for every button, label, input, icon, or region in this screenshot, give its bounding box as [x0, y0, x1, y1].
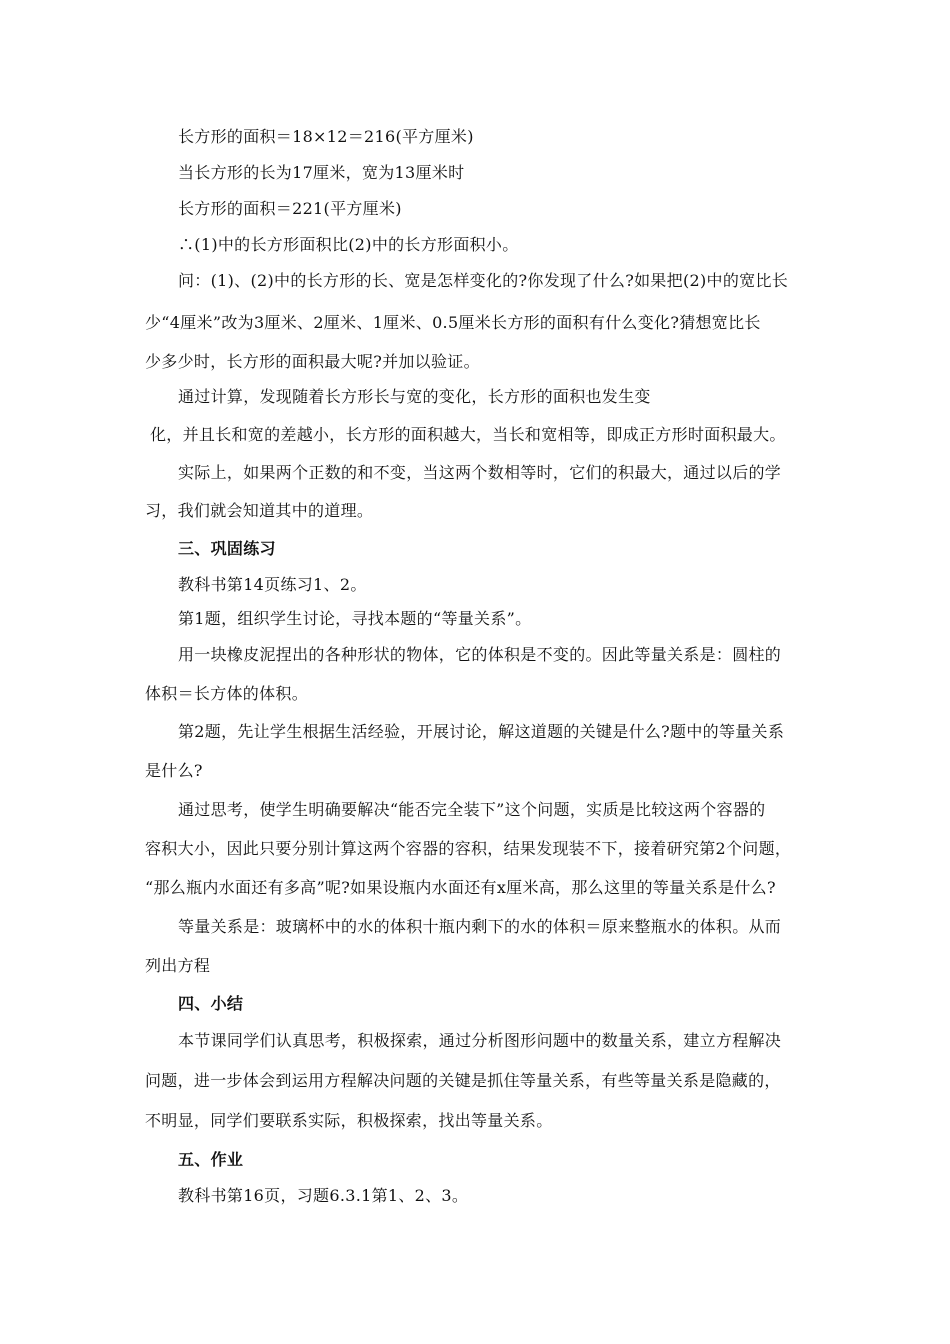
text-line: 教科书第16页，习题6.3.1第1、2、3。	[178, 1186, 469, 1205]
text-line: 实际上，如果两个正数的和不变，当这两个数相等时，它们的积最大，通过以后的学	[178, 463, 782, 482]
text-line: 少“4厘米”改为3厘米、2厘米、1厘米、0.5厘米长方形的面积有什么变化?猜想宽比长	[145, 313, 761, 332]
text-line: 是什么?	[145, 761, 203, 780]
section-heading-summary: 四、小结	[178, 994, 244, 1013]
text-line: 本节课同学们认真思考，积极探索，通过分析图形问题中的数量关系，建立方程解决	[178, 1031, 782, 1050]
text-line: 化，并且长和宽的差越小，长方形的面积越大，当长和宽相等，即成正方形时面积最大。	[150, 425, 786, 444]
section-heading-consolidation: 三、巩固练习	[178, 539, 276, 558]
text-line: 问题，进一步体会到运用方程解决问题的关键是抓住等量关系，有些等量关系是隐藏的，	[145, 1071, 781, 1090]
text-line: 少多少时，长方形的面积最大呢?并加以验证。	[145, 352, 480, 371]
text-line: “那么瓶内水面还有多高”呢?如果设瓶内水面还有x厘米高，那么这里的等量关系是什么?	[145, 878, 776, 897]
text-line: ∴(1)中的长方形面积比(2)中的长方形面积小。	[178, 235, 519, 254]
text-line: 第2题，先让学生根据生活经验，开展讨论，解这道题的关键是什么?题中的等量关系	[178, 722, 785, 741]
text-line: 容积大小，因此只要分别计算这两个容器的容积，结果发现装不下，接着研究第2个问题，	[145, 839, 792, 858]
section-heading-homework: 五、作业	[178, 1150, 244, 1169]
text-line: 通过思考，使学生明确要解决“能否完全装下”这个问题，实质是比较这两个容器的	[178, 800, 766, 819]
text-line: 列出方程	[145, 956, 211, 975]
text-line: 等量关系是：玻璃杯中的水的体积十瓶内剩下的水的体积＝原来整瓶水的体积。从而	[178, 917, 782, 936]
text-line: 用一块橡皮泥捏出的各种形状的物体，它的体积是不变的。因此等量关系是：圆柱的	[178, 645, 782, 664]
text-line: 长方形的面积＝18×12＝216(平方厘米)	[178, 127, 474, 146]
text-line: 通过计算，发现随着长方形长与宽的变化，长方形的面积也发生变	[178, 387, 651, 406]
text-line: 当长方形的长为17厘米，宽为13厘米时	[178, 163, 465, 182]
text-line: 不明显，同学们要联系实际，积极探索，找出等量关系。	[145, 1111, 553, 1130]
text-line: 长方形的面积＝221(平方厘米)	[178, 199, 402, 218]
text-line: 第1题，组织学生讨论，寻找本题的“等量关系”。	[178, 609, 532, 628]
text-line: 教科书第14页练习1、2。	[178, 575, 367, 594]
text-line: 问：(1)、(2)中的长方形的长、宽是怎样变化的?你发现了什么?如果把(2)中的宽比长	[178, 271, 789, 290]
text-line: 体积＝长方体的体积。	[145, 684, 309, 703]
text-line: 习，我们就会知道其中的道理。	[145, 501, 374, 520]
